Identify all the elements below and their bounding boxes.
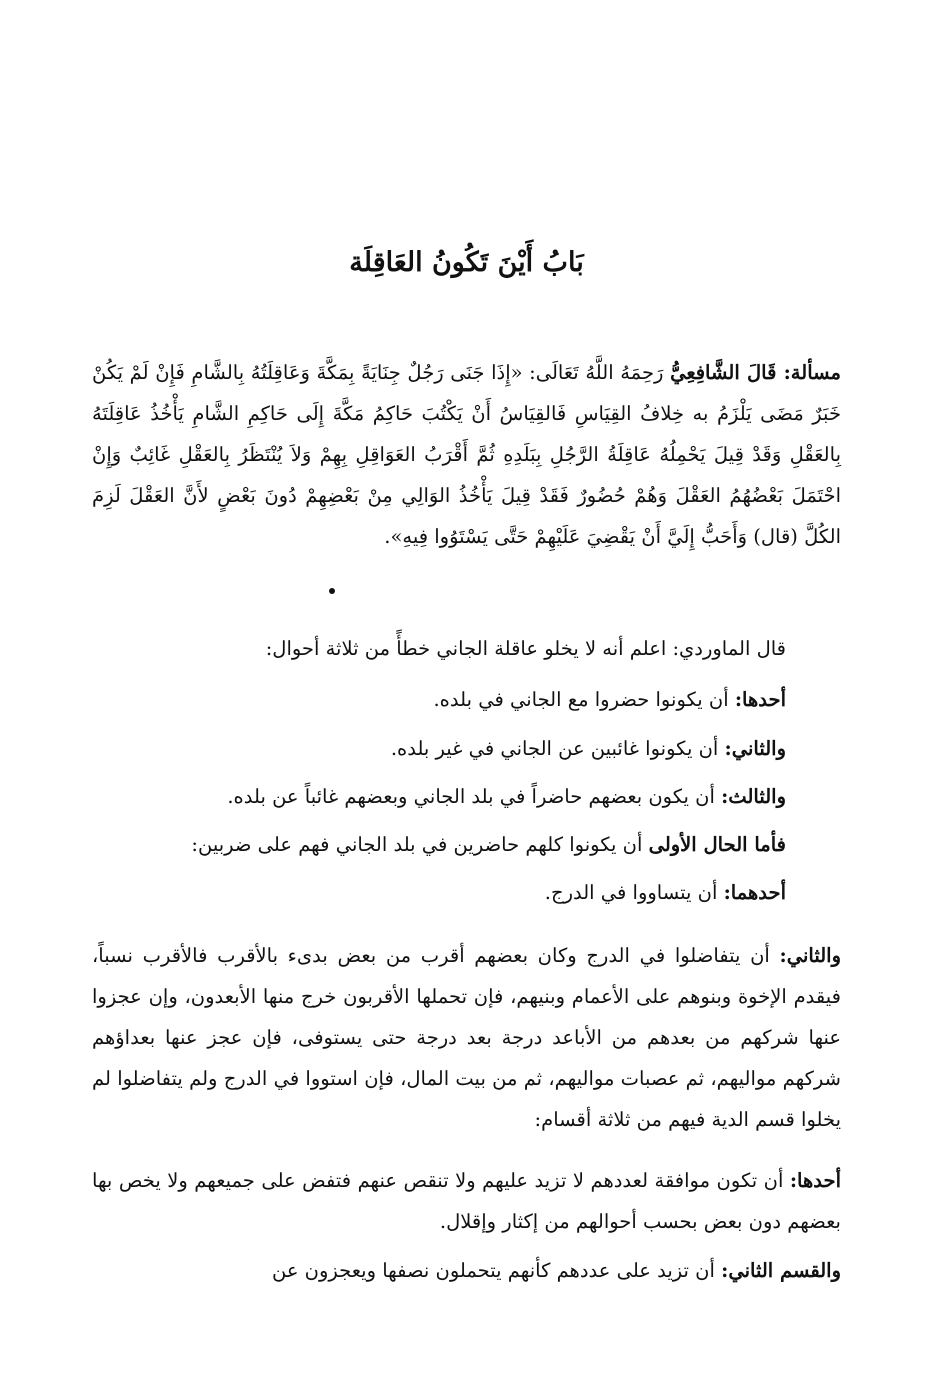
type-first-lead: أحدهما: [723,881,786,904]
case-first-lead: أحدها: [734,688,786,711]
case-third [92,776,786,817]
type-second-lead: والثاني: [779,944,841,967]
type-first-text: أن يتساووا في الدرج. [544,881,718,904]
division-first-text: أن تكون موافقة لعددهم لا تزيد عليهم ولا تنقص عنهم فتفض على جميعهم ولا يخص بها بعضهم دون بعض بحسب أحوالهم من إكثار وإقلال. [92,1169,841,1233]
masala-paragraph [92,352,841,557]
type-second [92,935,841,1140]
case-first [92,679,786,720]
ornament-dot [329,588,335,594]
mawardi-intro: قال الماوردي: اعلم أنه لا يخلو عاقلة الجاني خطأً من ثلاثة أحوال: [265,637,786,660]
case-second-text: أن يكونوا غائبين عن الجاني في غير بلده. [390,737,719,760]
division-second-lead: والقسم الثاني: [721,1259,841,1282]
case-third-lead: والثالث: [721,785,786,808]
case-third-text: أن يكون بعضهم حاضراً في بلد الجاني وبعضهم غائباً عن بلده. [227,785,715,808]
division-second-text: أن تزيد على عددهم كأنهم يتحملون نصفها ويعجزون عن [272,1259,715,1282]
chapter-title: بَابُ أَيْنَ تَكُونُ العَاقِلَة [349,247,584,278]
masala-lead: مسألة: قَالَ الشَّافِعِيُّ [670,361,841,384]
case-second-lead: والثاني: [724,737,786,760]
division-second [92,1250,841,1291]
case-first-text: أن يكونوا حضروا مع الجاني في بلده. [433,688,729,711]
masala-text: رَحِمَهُ اللَّهُ تَعَالَى: «إِذَا جَنَى رَجُلٌ جِنَايَةً بِمَكَّةَ وَعَاقِلَتُهُ بِالشَّامِ فَإِنْ لَمْ يَكُنْ خَبَرٌ مَضَى يَلْزَمُ به خِلافُ القِيَاسِ فَالقِيَاسُ أَنْ يَكْتُبَ حَاكِمُ مَكَّةَ إِلَى حَاكِمِ الشَّامِ يَأْخُذُ عَاقِلَتَهُ بِالعَقْلِ وَقَدْ قِيلَ يَحْمِلُهُ عَاقِلَةُ الرَّجُلِ بِبَلَدِهِ ثُمَّ أَقْرَبُ العَوَاقِلِ بِهِمْ وَلاَ يُنْتَظَرُ بِالعَقْلِ غَائِبٌ وَإِنْ احْتَمَلَ بَعْضُهُمُ العَقْلَ وَهُمْ حُضُورٌ فَقَدْ قِيلَ يَأْخُذُ الوَالِي مِنْ بَعْضِهِمْ دُونَ بَعْضٍ لأَنَّ العَقْلَ لَزِمَ الكُلَّ (قال) وَأَحَبُّ إِلَيَّ أَنْ يَقْضِيَ عَلَيْهِمْ حَتَّى يَسْتَوُوا فِيهِ». [92,361,841,548]
division-first [92,1160,841,1242]
first-state [92,824,786,865]
first-state-text: أن يكونوا كلهم حاضرين في بلد الجاني فهم على ضربين: [191,833,643,856]
division-first-lead: أحدها: [789,1169,841,1192]
case-second [92,728,786,769]
type-first [92,872,786,913]
type-second-text: أن يتفاضلوا في الدرج وكان بعضهم أقرب من بعض بدىء بالأقرب فالأقرب نسباً، فيقدم الإخوة وبنوهم على الأعمام وبنيهم، فإن تحملها الأقربون خرج منها الأبعدون، وإن عجزوا عنها شركهم من بعدهم من الأباعد درجة بعد درجة حتى يستوفى، فإن عجز عنها بعداؤهم شركهم مواليهم، ثم عصبات مواليهم، ثم من بيت المال، فإن استووا في الدرج ولم يتفاضلوا لم يخلوا قسم الدية فيهم من ثلاثة أقسام: [92,944,841,1131]
first-state-lead: فأما الحال الأولى [648,833,786,856]
